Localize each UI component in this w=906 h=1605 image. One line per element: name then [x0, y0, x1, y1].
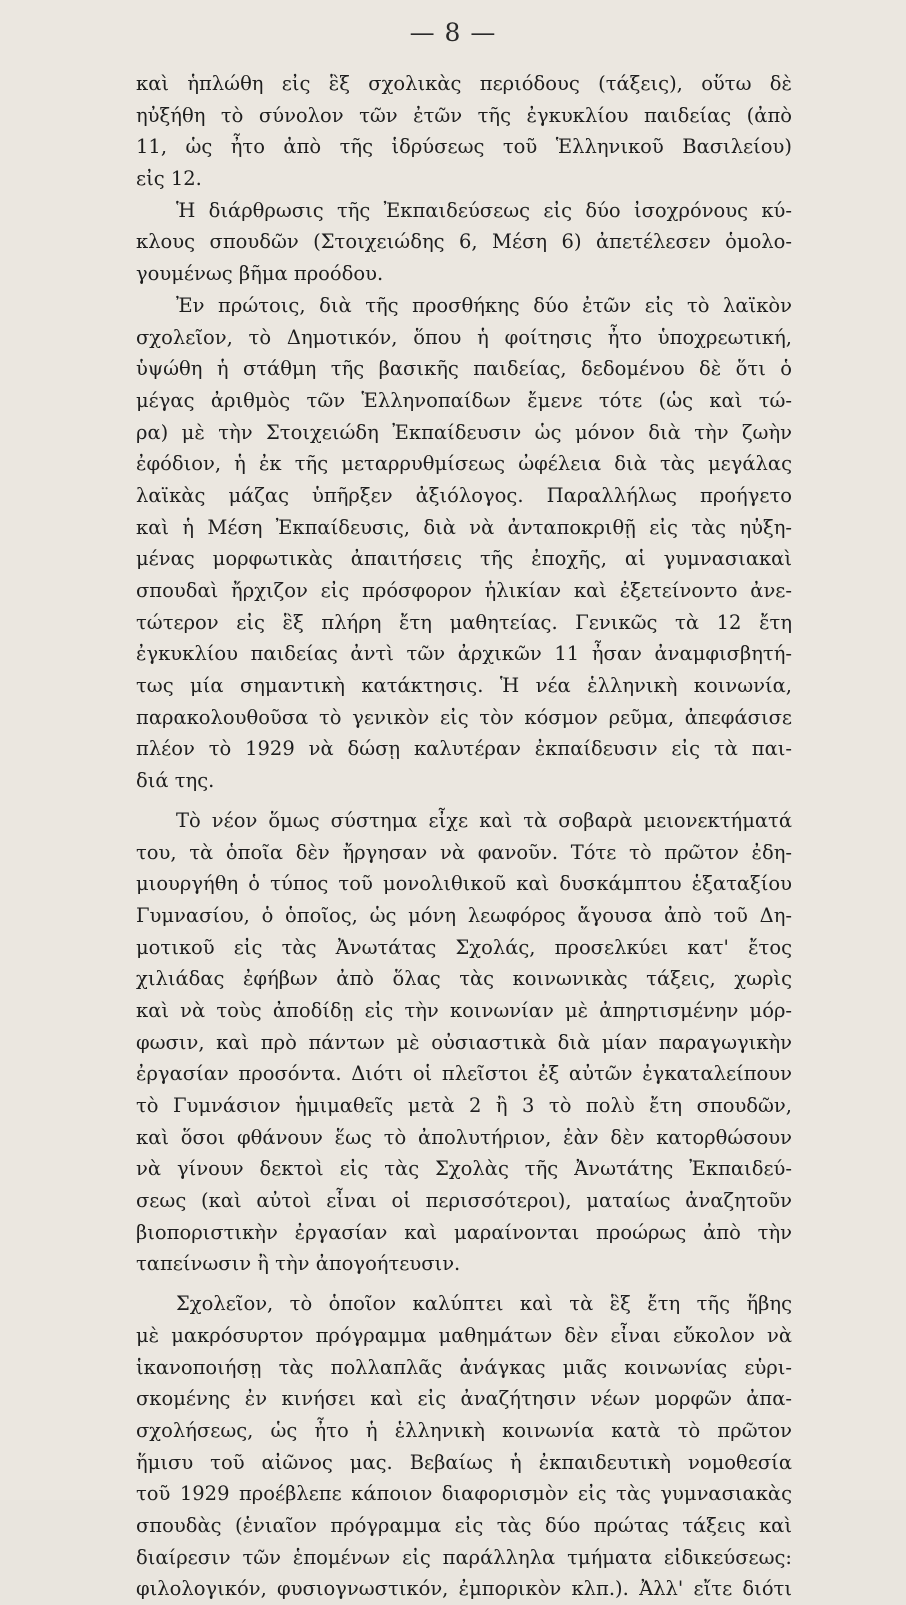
text-line: σχολεῖον, τὸ Δημοτικόν, ὅπου ἡ φοίτησις ἦτο ὑποχρεωτική, [136, 325, 792, 349]
text-line: σεως (καὶ αὐτοὶ εἶναι οἱ περισσότεροι), ματαίως ἀναζητοῦν [136, 1189, 792, 1213]
body-text [136, 68, 792, 1605]
text-line: καὶ ἡ Μέση Ἐκπαίδευσις, διὰ νὰ ἀνταποκριθῇ εἰς τὰς ηὐξη- [136, 515, 792, 539]
text-line: σπουδαὶ ἤρχιζον εἰς πρόσφορον ἡλικίαν καὶ ἐξετείνοντο ἀνε- [136, 579, 792, 602]
text-line: κλους σπουδῶν (Στοιχειώδης 6, Μέση 6) ἀπετέλεσεν ὁμολο- [136, 230, 792, 254]
text-line: διαίρεσιν τῶν ἑπομένων εἰς παράλληλα τμήματα εἰδικεύσεως: [136, 1545, 792, 1569]
text-line: τως μία σημαντικὴ κατάκτησις. Ἡ νέα ἑλληνικὴ κοινωνία, [136, 674, 792, 698]
text-line: φιλολογικόν, φυσιογνωστικόν, ἐμπορικὸν κλπ.). Ἀλλ' εἴτε διότι [136, 1577, 792, 1601]
text-line: ηὐξήθη τὸ σύνολον τῶν ἐτῶν τῆς ἐγκυκλίου παιδείας (ἀπὸ [136, 103, 792, 127]
text-line: διά της. [136, 769, 215, 793]
text-line: μένας μορφωτικὰς ἀπαιτήσεις τῆς ἐποχῆς, αἱ γυμνασιακαὶ [136, 547, 792, 571]
text-line: ταπείνωσιν ἢ τὴν ἀπογοήτευσιν. [136, 1252, 461, 1276]
text-line: ἐφόδιον, ἡ ἐκ τῆς μεταρρυθμίσεως ὠφέλεια διὰ τὰς μεγάλας [136, 452, 792, 476]
paragraph-4 [136, 805, 792, 1280]
text-line: χιλιάδας ἐφήβων ἀπὸ ὅλας τὰς κοινωνικὰς τάξεις, χωρὶς [136, 967, 792, 991]
text-line: 11, ὡς ἦτο ἀπὸ τῆς ἱδρύσεως τοῦ Ἑλληνικοῦ Βασιλείου) [136, 135, 792, 159]
text-line: τὸ Γυμνάσιον ἡμιμαθεῖς μετὰ 2 ἢ 3 τὸ πολὺ ἔτη σπουδῶν, [136, 1094, 792, 1117]
text-line: σκομένης ἐν κινήσει καὶ εἰς ἀναζήτησιν νέων μορφῶν ἀπα- [136, 1387, 792, 1411]
text-line: ἱκανοποιήσῃ τὰς πολλαπλᾶς ἀνάγκας μιᾶς κοινωνίας εὑρι- [136, 1355, 792, 1379]
text-line: Γυμνασίου, ὁ ὁποῖος, ὡς μόνη λεωφόρος ἄγουσα ἀπὸ τοῦ Δη- [136, 903, 792, 927]
text-line: σχολήσεως, ὡς ἦτο ἡ ἑλληνικὴ κοινωνία κατὰ τὸ πρῶτον [136, 1418, 792, 1442]
text-line: ἥμισυ τοῦ αἰῶνος μας. Βεβαίως ἡ ἐκπαιδευτικὴ νομοθεσία [136, 1450, 792, 1474]
text-line: του, τὰ ὁποῖα δὲν ἤργησαν νὰ φανοῦν. Τότε τὸ πρῶτον ἐδη- [136, 840, 792, 864]
text-line: μὲ μακρόσυρτον πρόγραμμα μαθημάτων δὲν εἶναι εὔκολον νὰ [136, 1323, 792, 1347]
paragraph-3 [136, 290, 792, 797]
text-line: νὰ γίνουν δεκτοὶ εἰς τὰς Σχολὰς τῆς Ἀνωτάτης Ἐκπαιδεύ- [136, 1157, 792, 1181]
text-line: εἰς 12. [136, 167, 202, 191]
text-line: Ἐν πρώτοις, διὰ τῆς προσθήκης δύο ἐτῶν εἰς τὸ λαϊκὸν [176, 293, 792, 317]
paragraph-1 [136, 68, 792, 195]
text-line: βιοποριστικὴν ἐργασίαν καὶ μαραίνονται προώρως ἀπὸ τὴν [136, 1220, 792, 1244]
text-line: φωσιν, καὶ πρὸ πάντων μὲ οὐσιαστικὰ διὰ μίαν παραγωγικὴν [136, 1030, 792, 1054]
text-line: Σχολεῖον, τὸ ὁποῖον καλύπτει καὶ τὰ ἓξ ἔτη τῆς ἥβης [176, 1292, 792, 1316]
text-line: ὑψώθη ἡ στάθμη τῆς βασικῆς παιδείας, δεδομένου δὲ ὅτι ὁ [136, 357, 792, 381]
text-line: τώτερον εἰς ἓξ πλήρη ἔτη μαθητείας. Γενικῶς τὰ 12 ἔτη [136, 610, 792, 634]
text-line: πλέον τὸ 1929 νὰ δώσῃ καλυτέραν ἐκπαίδευσιν εἰς τὰ παι- [136, 737, 792, 761]
text-line: μοτικοῦ εἰς τὰς Ἀνωτάτας Σχολάς, προσελκύει κατ' ἔτος [136, 935, 792, 959]
text-line: παρακολουθοῦσα τὸ γενικὸν εἰς τὸν κόσμον ρεῦμα, ἀπεφάσισε [136, 705, 792, 729]
text-line: καὶ ὅσοι φθάνουν ἕως τὸ ἀπολυτήριον, ἐὰν δὲν κατορθώσουν [136, 1125, 792, 1149]
text-line: ἐργασίαν προσόντα. Διότι οἱ πλεῖστοι ἐξ αὐτῶν ἐγκαταλείπουν [136, 1062, 792, 1086]
text-line: σπουδὰς (ἑνιαῖον πρόγραμμα εἰς τὰς δύο πρώτας τάξεις καὶ [136, 1513, 792, 1537]
text-line: καὶ νὰ τοὺς ἀποδίδῃ εἰς τὴν κοινωνίαν μὲ ἀπηρτισμένην μόρ- [136, 998, 792, 1022]
paragraph-2 [136, 195, 792, 290]
text-line: Τὸ νέον ὅμως σύστημα εἶχε καὶ τὰ σοβαρὰ μειονεκτήματά [176, 808, 792, 832]
paragraph-gap [136, 797, 792, 805]
text-line: Ἡ διάρθρωσις τῆς Ἐκπαιδεύσεως εἰς δύο ἰσοχρόνους κύ- [176, 198, 792, 222]
paragraph-gap [136, 1280, 792, 1288]
text-line: γουμένως βῆμα προόδου. [136, 262, 384, 286]
text-line: τοῦ 1929 προέβλεπε κάποιον διαφορισμὸν εἰς τὰς γυμνασιακὰς [136, 1482, 792, 1506]
page-number: — 8 — [409, 18, 497, 47]
text-line: ἐγκυκλίου παιδείας ἀντὶ τῶν ἀρχικῶν 11 ἦσαν ἀναμφισβητή- [136, 642, 792, 666]
text-line: μιουργήθη ὁ τύπος τοῦ μονολιθικοῦ καὶ δυσκάμπτου ἑξαταξίου [136, 872, 792, 896]
paragraph-5 [136, 1288, 792, 1605]
text-line: λαϊκὰς μάζας ὑπῆρξεν ἀξιόλογος. Παραλλήλως προήγετο [136, 483, 792, 507]
text-line: καὶ ἡπλώθη εἰς ἓξ σχολικὰς περιόδους (τάξεις), οὕτω δὲ [136, 72, 792, 95]
text-line: ρα) μὲ τὴν Στοιχειώδη Ἐκπαίδευσιν ὡς μόνον διὰ τὴν ζωὴν [136, 420, 792, 444]
text-line: μέγας ἀριθμὸς τῶν Ἑλληνοπαίδων ἔμενε τότε (ὡς καὶ τώ- [136, 388, 792, 412]
